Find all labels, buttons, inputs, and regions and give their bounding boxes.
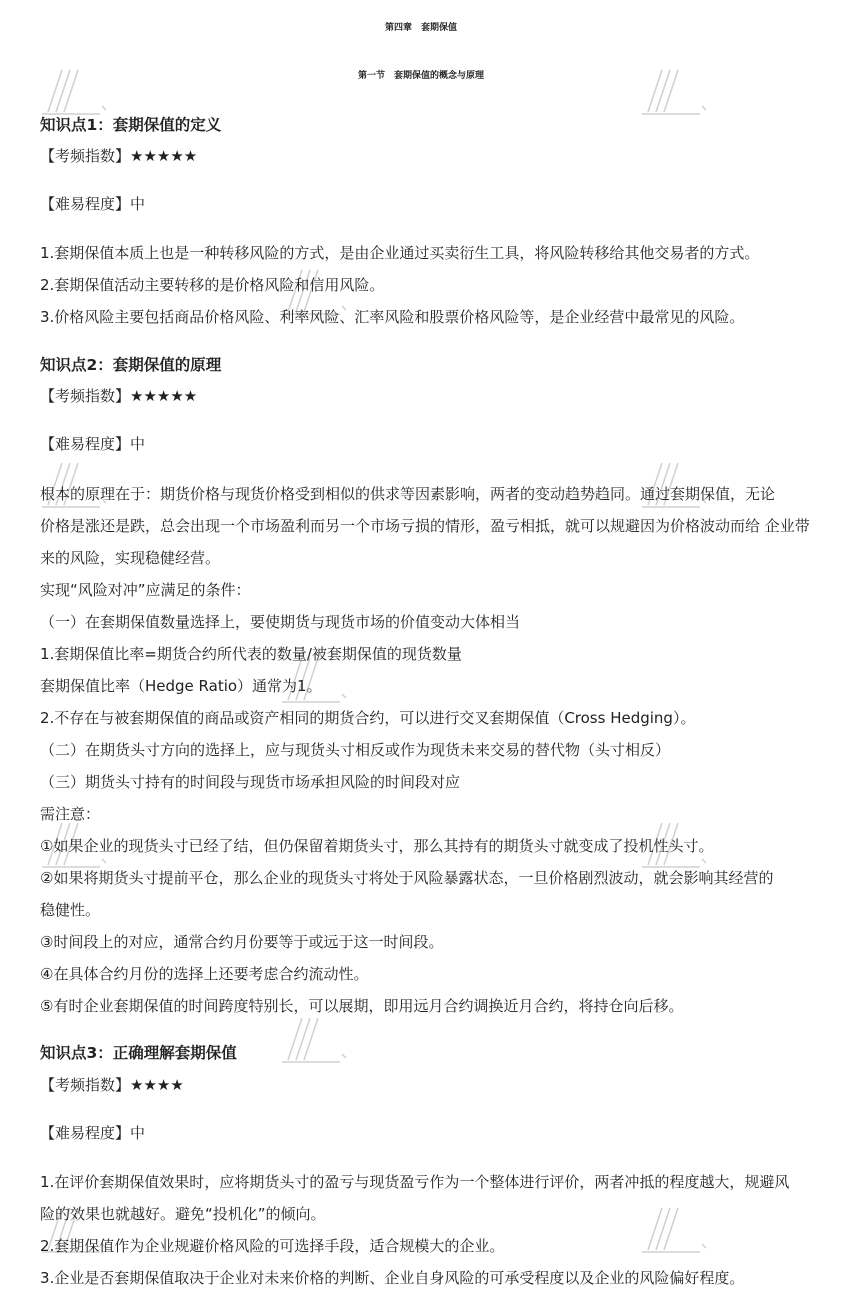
kp2-line: （三）期货头寸持有的时间段与现货市场承担风险的时间段对应 xyxy=(40,773,461,791)
kp3-line: 3.企业是否套期保值取决于企业对未来价格的判断、企业自身风险的可承受程度以及企业的风险偏好程度。 xyxy=(40,1269,745,1287)
watermark-icon xyxy=(640,1200,720,1260)
kp2-line: （二）在期货头寸方向的选择上，应与现货头寸相反或作为现货未来交易的替代物（头寸相反） xyxy=(40,741,671,759)
kp2-line: ②如果将期货头寸提前平仓，那么企业的现货头寸将处于风险暴露状态，一旦价格剧烈波动，就会影响其经营的 xyxy=(40,869,774,887)
kp1-difficulty: 【难易程度】中 xyxy=(40,195,146,213)
kp1-item: 2.套期保值活动主要转移的是价格风险和信用风险。 xyxy=(40,276,385,294)
kp3-line: 险的效果也就越好。避免“投机化”的倾向。 xyxy=(40,1205,326,1223)
kp1-item: 1.套期保值本质上也是一种转移风险的方式，是由企业通过买卖衍生工具，将风险转移给其他交易者的方式。 xyxy=(40,244,760,262)
kp2-line: 需注意： xyxy=(40,805,101,823)
kp2-line: 1.套期保值比率=期货合约所代表的数量/被套期保值的现货数量 xyxy=(40,645,462,663)
chapter-title: 第四章 套期保值 xyxy=(384,23,457,33)
kp2-frequency: 【考频指数】★★★★★ xyxy=(40,387,198,405)
kp2-line: 套期保值比率（Hedge Ratio）通常为1。 xyxy=(40,677,322,695)
kp3-difficulty: 【难易程度】中 xyxy=(40,1124,146,1142)
kp1-item: 3.价格风险主要包括商品价格风险、利率风险、汇率风险和股票价格风险等，是企业经营中最常见的风险。 xyxy=(40,308,745,326)
kp2-principle-line: 根本的原理在于：期货价格与现货价格受到相似的供求等因素影响，两者的变动趋势趋同。通过套期保值，无论 xyxy=(40,485,776,503)
kp2-line: ①如果企业的现货头寸已经了结，但仍保留着期货头寸，那么其持有的期货头寸就变成了投机性头寸。 xyxy=(40,837,714,855)
watermark-icon xyxy=(280,1010,360,1070)
kp3-frequency: 【考频指数】★★★★ xyxy=(40,1076,184,1094)
kp2-difficulty: 【难易程度】中 xyxy=(40,435,146,453)
kp3-heading: 知识点3：正确理解套期保值 xyxy=(40,1044,237,1062)
kp2-principle-line: 来的风险，实现稳健经营。 xyxy=(40,549,221,567)
kp2-line: ④在具体合约月份的选择上还要考虑合约流动性。 xyxy=(40,965,369,983)
kp1-frequency: 【考频指数】★★★★★ xyxy=(40,147,198,165)
kp1-heading: 知识点1：套期保值的定义 xyxy=(40,116,222,134)
kp2-principle-line: 价格是涨还是跌，总会出现一个市场盈利而另一个市场亏损的情形，盈亏相抵，就可以规避因为价格波动而给 企业带 xyxy=(40,517,810,535)
kp3-line: 2.套期保值作为企业规避价格风险的可选择手段，适合规模大的企业。 xyxy=(40,1237,505,1255)
kp2-line: 实现“风险对冲”应满足的条件： xyxy=(40,581,251,599)
kp2-line: ⑤有时企业套期保值的时间跨度特别长，可以展期，即用远月合约调换近月合约，将持仓向后移。 xyxy=(40,997,684,1015)
kp2-heading: 知识点2：套期保值的原理 xyxy=(40,356,222,374)
kp2-line: ③时间段上的对应，通常合约月份要等于或远于这一时间段。 xyxy=(40,933,444,951)
kp3-line: 1.在评价套期保值效果时，应将期货头寸的盈亏与现货盈亏作为一个整体进行评价，两者冲抵的程度越大，规避风 xyxy=(40,1173,790,1191)
kp2-line: 稳健性。 xyxy=(40,901,101,919)
kp2-line: 2.不存在与被套期保值的商品或资产相同的期货合约，可以进行交叉套期保值（Cross Hedging）。 xyxy=(40,709,696,727)
kp2-line: （一）在套期保值数量选择上，要使期货与现货市场的价值变动大体相当 xyxy=(40,613,521,631)
section-title: 第一节 套期保值的概念与原理 xyxy=(357,71,484,81)
